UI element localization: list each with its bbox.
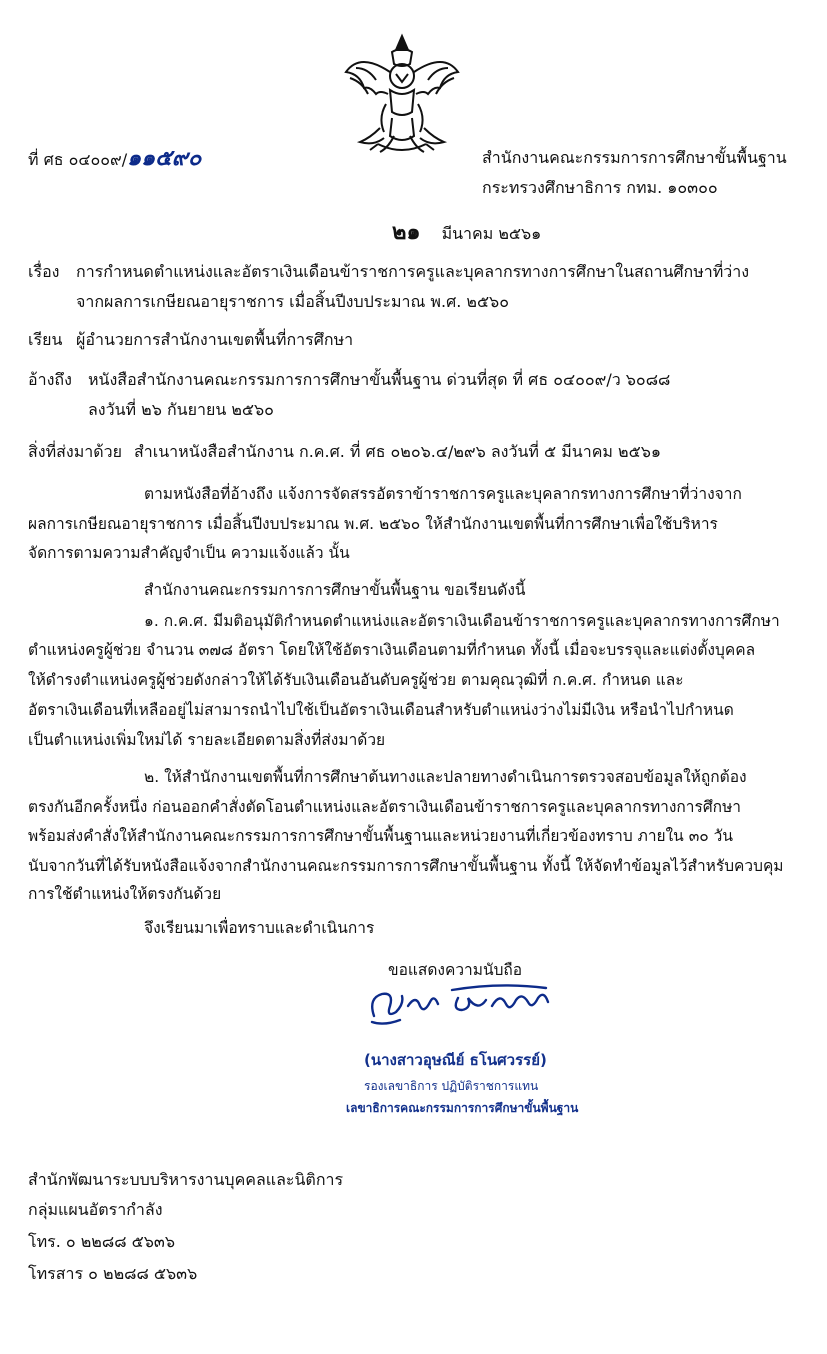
body-p1-line-1: ตามหนังสือที่อ้างถึง แจ้งการจัดสรรอัตราข้าราชการครูและบุคลากรทางการศึกษาที่ว่างจาก <box>144 485 742 503</box>
reference-line-2: ลงวันที่ ๒๖ กันยายน ๒๕๖๐ <box>88 400 274 419</box>
signatory-title-2: เลขาธิการคณะกรรมการการศึกษาขั้นพื้นฐาน <box>346 1101 579 1115</box>
item-2-line-1: ๒. ให้สำนักงานเขตพื้นที่การศึกษาต้นทางและปลายทางดำเนินการตรวจสอบข้อมูลให้ถูกต้อง <box>144 768 747 786</box>
document-date <box>392 214 541 249</box>
reference-line-1: หนังสือสำนักงานคณะกรรมการการศึกษาขั้นพื้นฐาน ด่วนที่สุด ที่ ศธ ๐๔๐๐๙/ว ๖๐๘๘ <box>88 370 671 389</box>
subject-label: เรื่อง <box>28 262 60 281</box>
date-month-year: มีนาคม ๒๕๖๑ <box>441 224 542 243</box>
signatory-name: (นางสาวอุษณีย์ ธโนศวรรย์) <box>364 1051 547 1069</box>
handwritten-signature <box>360 976 555 1030</box>
footer-group: กลุ่มแผนอัตรากำลัง <box>28 1200 163 1219</box>
closing-line: จึงเรียนมาเพื่อทราบและดำเนินการ <box>144 919 375 937</box>
regards-text: ขอแสดงความนับถือ <box>388 961 523 979</box>
item-1-line-1: ๑. ก.ค.ศ. มีมติอนุมัติกำหนดตำแหน่งและอัตราเงินเดือนข้าราชการครูและบุคลากรทางการศึกษา <box>144 612 780 630</box>
body-p2: สำนักงานคณะกรรมการการศึกษาขั้นพื้นฐาน ขอเรียนดังนี้ <box>144 581 526 599</box>
item-2-line-5: การใช้ตำแหน่งให้ตรงกันด้วย <box>28 885 222 903</box>
item-2-line-2: ตรงกันอีกครั้งหนึ่ง ก่อนออกคำสั่งตัดโอนตำแหน่งและอัตราเงินเดือนข้าราชการครูและบุคลากรทางการศึกษา <box>28 798 741 816</box>
item-1-line-4: อัตราเงินเดือนที่เหลืออยู่ไม่สามารถนำไปใช้เป็นอัตราเงินเดือนสำหรับตำแหน่งว่างไม่มีเงิน หรือนำไปกำหนด <box>28 701 734 719</box>
recipient-label: เรียน <box>28 330 63 349</box>
item-1-line-5: เป็นตำแหน่งเพิ่มใหม่ได้ รายละเอียดตามสิ่งที่ส่งมาด้วย <box>28 731 386 749</box>
item-1-line-3: ให้ดำรงตำแหน่งครูผู้ช่วยดังกล่าวให้ได้รับเงินเดือนอันดับครูผู้ช่วย ตามคุณวุฒิที่ ก.ค.ศ. กำหนด และ <box>28 671 684 689</box>
footer-tel: โทร. ๐ ๒๒๘๘ ๕๖๓๖ <box>28 1232 175 1251</box>
reference-prefix: ที่ ศธ ๐๔๐๐๙/ <box>28 150 128 169</box>
item-1-line-2: ตำแหน่งครูผู้ช่วย จำนวน ๓๗๘ อัตรา โดยให้ใช้อัตราเงินเดือนตามที่กำหนด ทั้งนี้ เมื่อจะบรรจุและแต่งตั้งบุคคล <box>28 641 756 659</box>
body-p1-line-3: จัดการตามความสำคัญจำเป็น ความแจ้งแล้ว นั้น <box>28 544 350 562</box>
agency-address: กระทรวงศึกษาธิการ กทม. ๑๐๓๐๐ <box>482 178 718 197</box>
signatory-title-1: รองเลขาธิการ ปฏิบัติราชการแทน <box>364 1079 539 1093</box>
enclosure-value: สำเนาหนังสือสำนักงาน ก.ค.ศ. ที่ ศธ ๐๒๐๖.๔/๒๙๖ ลงวันที่ ๕ มีนาคม ๒๕๖๑ <box>134 442 662 461</box>
body-p1-line-2: ผลการเกษียณอายุราชการ เมื่อสิ้นปีงบประมาณ พ.ศ. ๒๕๖๐ ให้สำนักงานเขตพื้นที่การศึกษาเพื่อใช้บริหาร <box>28 515 718 533</box>
recipient-value: ผู้อำนวยการสำนักงานเขตพื้นที่การศึกษา <box>76 330 354 349</box>
enclosure-label: สิ่งที่ส่งมาด้วย <box>28 442 122 461</box>
item-2-line-3: พร้อมส่งคำสั่งให้สำนักงานคณะกรรมการการศึกษาขั้นพื้นฐานและหน่วยงานที่เกี่ยวข้องทราบ ภายใน ๓๐ วัน <box>28 827 733 845</box>
agency-name: สำนักงานคณะกรรมการการศึกษาขั้นพื้นฐาน <box>482 148 787 167</box>
footer-fax: โทรสาร ๐ ๒๒๘๘ ๕๖๓๖ <box>28 1264 198 1283</box>
item-2-line-4: นับจากวันที่ได้รับหนังสือแจ้งจากสำนักงานคณะกรรมการการศึกษาขั้นพื้นฐาน ทั้งนี้ ให้จัดทำข้อมูลไว้สำหรับควบคุม <box>28 857 784 875</box>
document-reference <box>28 140 201 175</box>
subject-line-1: การกำหนดตำแหน่งและอัตราเงินเดือนข้าราชการครูและบุคลากรทางการศึกษาในสถานศึกษาที่ว่าง <box>76 262 750 281</box>
subject-line-2: จากผลการเกษียณอายุราชการ เมื่อสิ้นปีงบประมาณ พ.ศ. ๒๕๖๐ <box>76 292 509 311</box>
reference-number-handwritten: ๑๑๕๙๐ <box>127 145 202 171</box>
footer-office: สำนักพัฒนาระบบบริหารงานบุคคลและนิติการ <box>28 1170 344 1189</box>
date-day-handwritten: ๒๑ <box>392 219 421 245</box>
garuda-emblem-icon <box>340 32 464 160</box>
reference-label: อ้างถึง <box>28 370 72 389</box>
